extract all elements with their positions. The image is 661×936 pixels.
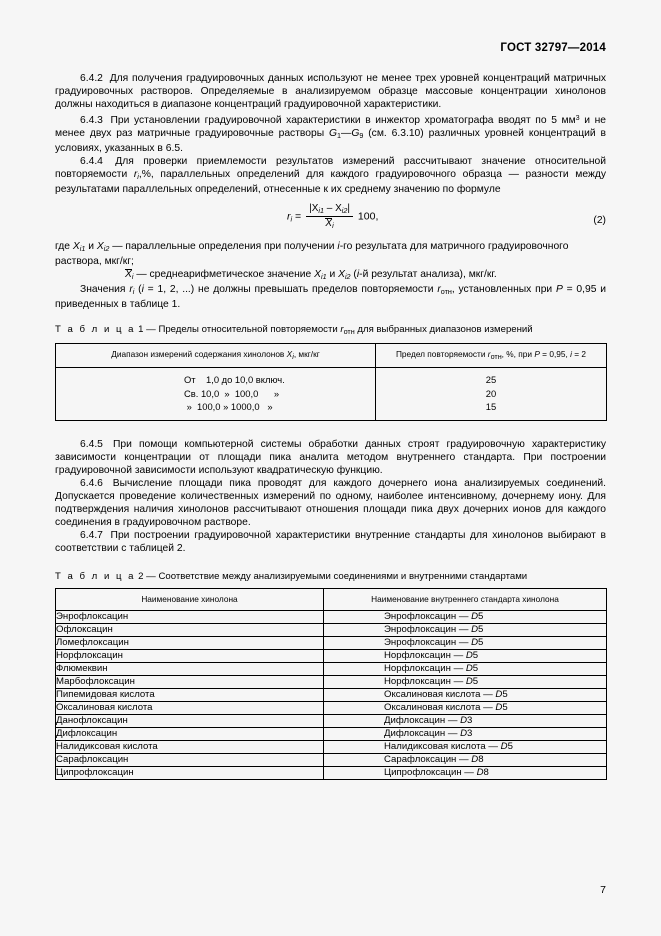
table-2-standard-cell: [324, 688, 607, 701]
table-1-limit-cell: [376, 368, 607, 421]
table-2-standard-name: Дифлоксацин —: [384, 727, 461, 739]
formula-numerator: [306, 203, 353, 217]
legend-lead: где: [55, 241, 73, 253]
page-content: [55, 42, 606, 780]
table-2-standard-cell: [324, 636, 607, 649]
formula-legend: [55, 240, 606, 283]
legend-line-2: [55, 268, 606, 283]
table-2-compound-cell: Ципрофлоксацин: [56, 766, 324, 779]
table-2-standard-cell: [324, 701, 607, 714]
table-2-standard-cell: [324, 753, 607, 766]
table-2-header-compound: Наименование хинолона: [56, 588, 324, 610]
table-2-compound-cell: Норфлоксацин: [56, 649, 324, 662]
table-2-standard-name: Норфлоксацин —: [384, 662, 466, 674]
table-2-standard-name: Сарафлоксацин —: [384, 753, 472, 765]
symbol-g9: G: [351, 128, 360, 140]
table-2-standard-code-number: 5: [472, 649, 479, 661]
table-row: [56, 610, 607, 623]
note-text-a: Значения: [80, 284, 130, 296]
table-2-caption-number: 2: [138, 570, 144, 582]
table-2-compound-cell: Пипемидовая кислота: [56, 688, 324, 701]
table-2-caption-text: Соответствие между анализируемыми соединениями и внутренними стандартами: [158, 570, 528, 582]
legend-mean-x2-sub: i2: [344, 272, 351, 282]
table-2-standard-code-letter: D: [460, 727, 468, 739]
clause-number-6-4-6: 6.4.6: [80, 477, 103, 489]
note-text-d: , установленных при: [451, 284, 556, 296]
table-1-caption-number: 1: [138, 324, 144, 336]
clause-number-6-4-2: 6.4.2: [80, 73, 103, 84]
clause-text-6-4-4-part2: ,%, параллельных определений для каждого градуировочного образца — разности между результатами параллельных определений, отнесенные к их среднему значению по формуле: [55, 169, 606, 196]
clause-number-6-4-3: 6.4.3: [80, 115, 103, 127]
note-text-c: = 1, 2, ...) не должны превышать пределов повторяемости: [143, 284, 438, 296]
table-1-caption-dash: —: [143, 324, 159, 336]
table-2-caption-dash: —: [143, 570, 159, 582]
paragraph-6-4-5: [55, 438, 606, 477]
legend-x1: X: [72, 241, 80, 253]
table-2-compound-cell: Дифлоксацин: [56, 727, 324, 740]
table-1-header-limit-text-b: , %, при: [501, 349, 535, 360]
legend-mean-x1: X: [314, 269, 321, 281]
table-2-standard-code-number: 8: [483, 766, 489, 778]
legend-mean-x: X: [125, 269, 132, 281]
formula-equals: =: [295, 210, 302, 223]
table-2-standard-cell: [324, 727, 607, 740]
legend-mean-x1-sub: i1: [320, 272, 327, 282]
numerator-sub1: i1: [318, 206, 324, 216]
note-text-b: (: [134, 284, 142, 296]
note-text-e: = 0,95 и приведенных в таблице 1.: [55, 284, 607, 311]
table-2-compound-cell: Ломефлоксацин: [56, 636, 324, 649]
legend-mean-tail: (: [350, 269, 357, 281]
table-2-standard-name: Энрофлоксацин —: [384, 636, 472, 648]
numerator-close: |: [347, 203, 350, 215]
clause-text-6-4-3-part3: (см. 6.3.10) различных уровней концентраций в условиях, указанных в 6.5.: [55, 128, 606, 155]
table-row: [56, 727, 607, 740]
table-2-standard-code-letter: D: [471, 636, 479, 648]
table-2-standard-code-letter: D: [465, 662, 473, 674]
table-2-standard-code-letter: D: [465, 649, 473, 661]
table-2-standard-name: Норфлоксацин —: [384, 675, 466, 687]
symbol-r-sub: i: [137, 172, 139, 182]
table-1-header-range-text-a: Диапазон измерений содержания хинолонов: [111, 349, 287, 360]
table-1-header-limit-text-d: = 2: [571, 349, 587, 360]
note-symbol-r: r: [129, 284, 133, 296]
formula-expression: [287, 203, 378, 230]
table-2-standard-code-letter: D: [471, 610, 479, 622]
formula-lhs: r: [287, 210, 291, 223]
symbol-g1-sub: 1: [337, 131, 342, 141]
clause-text-6-4-7: При построении градуировочной характеристики внутренние стандарты для хинолонов выбирают в соответствии с таблицей 2.: [55, 529, 606, 554]
table-2-compound-cell: Данофлоксацин: [56, 714, 324, 727]
formula-factor: 100,: [357, 210, 379, 223]
numerator-open: |X: [309, 203, 319, 215]
table-2-standard-code-letter: D: [471, 753, 479, 765]
table-2-compound-cell: Марбофлоксацин: [56, 675, 324, 688]
table-2-standard-code-number: 5: [502, 701, 508, 713]
legend-x2-sub: i2: [103, 244, 110, 254]
legend-line-1: [55, 240, 606, 268]
clause-text-6-4-2: Для получения градуировочных данных используют не менее трех уровней концентраций матричных градуировочных растворов. Определяемые в анализируемом образце массовые концентрации хинолонов должны находиться в диапазоне концентраций градуировочной характеристики.: [55, 73, 606, 110]
table-2-standard-code-letter: D: [500, 740, 508, 752]
table-1-caption-text-b: для выбранных диапазонов измерений: [354, 324, 533, 336]
clause-text-6-4-3-part1: При установлении градуировочной характеристики в инжектор хроматографа вводят по 5 мм: [110, 115, 576, 127]
table-1-range-cell: [56, 368, 376, 421]
table-2-standard-name: Налидиксовая кислота —: [384, 740, 501, 752]
table-1-header-row: [56, 344, 607, 368]
legend-mean-and: и: [326, 269, 339, 281]
table-2-standard-code-number: 3: [467, 727, 473, 739]
table-2-standard-cell: [324, 766, 607, 779]
paragraph-6-4-6: [55, 477, 606, 529]
legend-mean-i: i: [356, 269, 360, 281]
table-2-caption: [55, 571, 606, 583]
table-row: [56, 662, 607, 675]
table-1-header-limit-symbol-sub: отн: [490, 352, 502, 362]
page-number: 7: [600, 884, 606, 896]
table-2-standard-name: Оксалиновая кислота —: [384, 688, 496, 700]
range-dash: —: [341, 128, 352, 140]
table-2-standard-cell: [324, 649, 607, 662]
table-2-standard-name: Оксалиновая кислота —: [384, 701, 496, 713]
superscript-cubic: 3: [575, 113, 580, 122]
table-row: [56, 368, 607, 421]
table-2-standard-code-letter: D: [471, 623, 479, 635]
legend-x2: X: [96, 241, 104, 253]
paragraph-repeatability-note: [55, 283, 606, 311]
clause-number-6-4-5: 6.4.5: [80, 438, 103, 450]
clause-number-6-4-4: 6.4.4: [80, 156, 103, 168]
table-2-standard-code-number: 5: [472, 662, 479, 674]
table-2-standard-code-number: 5: [478, 610, 484, 622]
table-1: [55, 343, 607, 421]
table-2-standard-code-number: 5: [478, 623, 484, 635]
table-2-standard-code-letter: D: [476, 766, 484, 778]
table-2-standard-code-letter: D: [495, 688, 503, 700]
note-symbol-r-sub: i: [132, 287, 135, 297]
clause-text-6-4-4-part1: Для проверки приемлемости результатов измерений рассчитывают значение относительной повторяемости: [55, 156, 606, 181]
table-1-header-limit: [376, 344, 607, 368]
table-2-standard-name: Энрофлоксацин —: [384, 610, 472, 622]
formula-block: [55, 203, 606, 237]
clause-text-6-4-5: При помощи компьютерной системы обработки данных строят градуировочную характеристику зависимости концентрации от площади пика аналита методом внутреннего стандарта. При построении градуировочной зависимости используют квадратическую функцию.: [55, 438, 606, 476]
table-2-standard-code-letter: D: [460, 714, 468, 726]
table-2-standard-name: Дифлоксацин —: [384, 714, 461, 726]
table-2-standard-cell: [324, 675, 607, 688]
paragraph-6-4-3: [55, 111, 606, 155]
table-1-header-range-symbol-sub: i: [292, 352, 294, 362]
formula-lhs-sub: i: [290, 214, 293, 224]
table-1-limit-value: 15: [485, 401, 497, 413]
formula-denominator: [306, 217, 353, 230]
table-1-header-limit-symbol: r: [487, 349, 491, 360]
table-1-limit-value: 20: [485, 387, 497, 399]
table-row: [56, 701, 607, 714]
formula-number: (2): [593, 215, 606, 227]
table-1-header-limit-symbol-i: i: [570, 349, 572, 360]
note-symbol-rotn: r: [437, 284, 441, 296]
table-row: [56, 649, 607, 662]
legend-def1: — параллельные определения при получении: [109, 241, 338, 253]
legend-x1-sub: i1: [79, 244, 86, 254]
table-2-standard-name: Норфлоксацин —: [384, 649, 466, 661]
table-2-standard-code-number: 5: [507, 740, 513, 752]
table-1-caption: [55, 324, 606, 338]
table-2: [55, 588, 607, 780]
table-2-standard-cell: [324, 740, 607, 753]
table-1-header-range-text-b: , мкг/кг: [293, 349, 320, 360]
symbol-r: r: [133, 169, 138, 181]
table-1-header-range: [56, 344, 376, 368]
denominator-sub: i: [332, 221, 334, 231]
table-1-limit-value: 25: [485, 374, 497, 386]
numerator-minus: – X: [323, 203, 342, 215]
table-2-compound-cell: Сарафлоксацин: [56, 753, 324, 766]
table-row: [56, 623, 607, 636]
table-1-range-value: Св. 10,0 » 100,0 »: [184, 387, 280, 399]
formula-fraction: [306, 203, 353, 230]
table-2-standard-cell: [324, 714, 607, 727]
table-2-compound-cell: Оксалиновая кислота: [56, 701, 324, 714]
paragraph-6-4-2: [55, 72, 606, 111]
paragraph-6-4-4: [55, 155, 606, 196]
table-row: [56, 753, 607, 766]
legend-mean-x2: X: [338, 269, 345, 281]
table-1-header-range-symbol: X: [286, 349, 293, 360]
table-1-header-limit-text-a: Предел повторяемости: [395, 349, 488, 360]
table-2-header-row: [56, 588, 607, 610]
clause-text-6-4-3-part2: и не менее двух раз матричные градуировочные растворы: [55, 115, 606, 140]
table-2-compound-cell: Налидиксовая кислота: [56, 740, 324, 753]
note-symbol-rotn-sub: отн: [440, 287, 452, 297]
legend-mean-tail2: -й результат анализа), мкг/кг.: [359, 269, 497, 281]
table-2-caption-label: Т а б л и ц а: [55, 570, 136, 582]
table-1-header-limit-text-c: = 0,95,: [539, 349, 571, 360]
table-1-caption-symbol: r: [340, 324, 344, 336]
legend-i-italic: i: [337, 241, 340, 253]
symbol-g9-sub: 9: [359, 131, 364, 141]
numerator-sub2: i2: [341, 206, 348, 216]
table-2-standard-code-number: 5: [472, 675, 479, 687]
legend-mean-x-sub: i: [131, 272, 134, 282]
symbol-g1: G: [329, 128, 338, 140]
table-2-body: [56, 610, 607, 779]
legend-and: и: [85, 241, 97, 253]
table-1-header-limit-symbol-p: P: [534, 349, 540, 360]
table-2-compound-cell: Энрофлоксацин: [56, 610, 324, 623]
table-2-standard-code-number: 8: [478, 753, 484, 765]
table-row: [56, 675, 607, 688]
table-1-range-value: От 1,0 до 10,0 включ.: [184, 374, 285, 386]
table-2-standard-name: Энрофлоксацин —: [384, 623, 472, 635]
table-1-caption-label: Т а б л и ц а: [55, 324, 136, 336]
table-2-standard-cell: [324, 623, 607, 636]
table-2-standard-code-letter: D: [495, 701, 503, 713]
table-1-caption-symbol-sub: отн: [343, 327, 355, 337]
clause-text-6-4-6: Вычисление площади пика проводят для каждого дочернего иона анализируемых соединений. Допускается проведение количественных измерений по одному, наиболее интенсивному, дочернему иону. Для подтверждения наличия хинолонов рассчитывают отношения площади пика двух дочерних ионов для каждого соединения в градуировочном растворе.: [55, 477, 606, 528]
legend-def1b: -го результата для матричного градуировочного раствора, мкг/кг;: [55, 241, 569, 268]
table-row: [56, 714, 607, 727]
table-2-standard-cell: [324, 610, 607, 623]
note-symbol-p: P: [555, 284, 563, 296]
table-row: [56, 636, 607, 649]
table-2-standard-name: Ципрофлоксацин —: [384, 766, 477, 778]
table-2-standard-code-number: 5: [502, 688, 508, 700]
table-1-caption-text-a: Пределы относительной повторяемости: [158, 324, 341, 336]
table-row: [56, 688, 607, 701]
document-header: ГОСТ 32797—2014: [500, 42, 606, 54]
clause-number-6-4-7: 6.4.7: [80, 529, 103, 541]
table-2-standard-cell: [324, 662, 607, 675]
denominator-symbol: X: [325, 218, 333, 230]
table-row: [56, 740, 607, 753]
table-2-standard-code-number: 5: [478, 636, 484, 648]
legend-mean-def: — среднеарифметическое значение: [133, 269, 315, 281]
table-2-standard-code-letter: D: [465, 675, 473, 687]
table-1-range-value: » 100,0 » 1000,0 »: [184, 401, 273, 413]
table-2-header-standard: Наименование внутреннего стандарта хинолона: [324, 588, 607, 610]
table-2-compound-cell: Флюмеквин: [56, 662, 324, 675]
note-symbol-i: i: [141, 284, 144, 296]
table-row: [56, 766, 607, 779]
table-2-standard-code-number: 3: [467, 714, 473, 726]
paragraph-6-4-7: [55, 529, 606, 555]
table-2-compound-cell: Офлоксацин: [56, 623, 324, 636]
